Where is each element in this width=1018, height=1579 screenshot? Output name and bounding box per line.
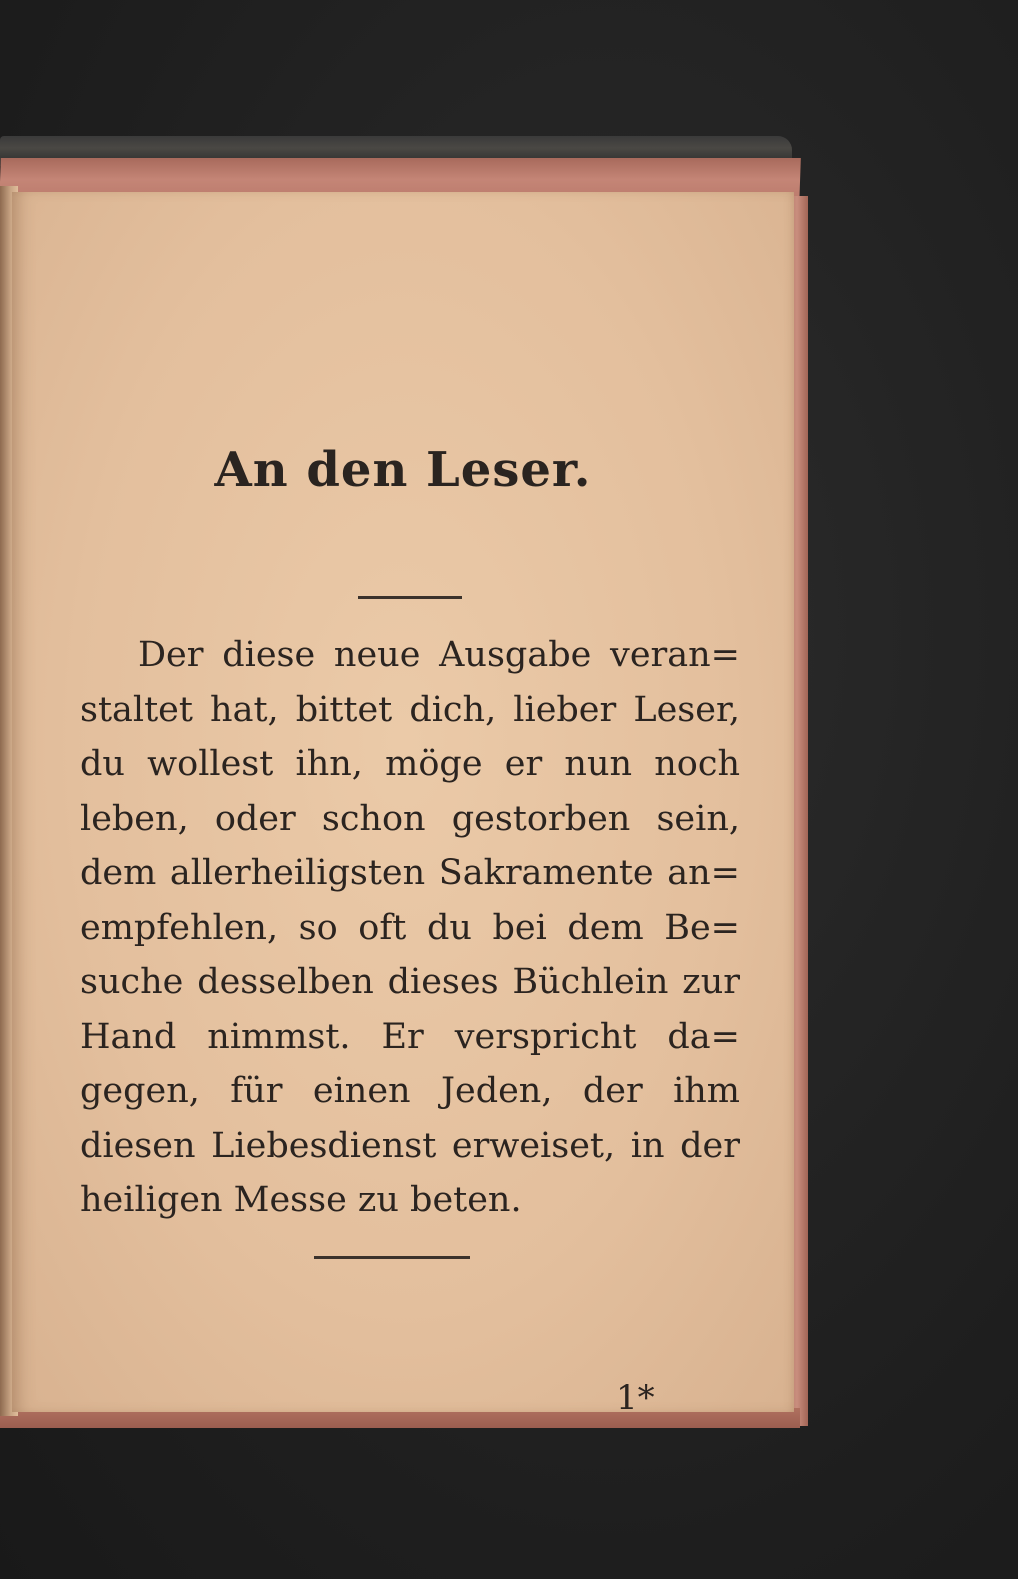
text-line: empfehlen, so oft du bei dem Be= bbox=[80, 907, 740, 948]
text-line: du wollest ihn, möge er nun noch bbox=[80, 744, 740, 784]
text-line: suche desselben dieses Büchlein zur bbox=[80, 962, 740, 1002]
text-line: gegen, für einen Jeden, der ihm bbox=[80, 1071, 740, 1111]
text-line: staltet hat, bittet dich, lieber Leser, bbox=[80, 689, 740, 730]
text-line: Der diese neue Ausgabe veran= bbox=[138, 635, 740, 675]
open-book bbox=[0, 136, 800, 1436]
book-page bbox=[12, 192, 794, 1418]
text-line: dem allerheiligsten Sakramente an= bbox=[80, 853, 740, 893]
text-line: heiligen Messe zu beten. bbox=[80, 1180, 522, 1220]
page-title: An den Leser. bbox=[214, 442, 592, 498]
title-divider bbox=[358, 596, 462, 599]
text-line: leben, oder schon gestorben sein, bbox=[80, 798, 740, 839]
closing-divider bbox=[314, 1256, 470, 1259]
body-paragraph bbox=[80, 628, 740, 1228]
page-number: 1* bbox=[616, 1378, 655, 1418]
text-line: Hand nimmst. Er verspricht da= bbox=[80, 1016, 740, 1057]
text-line: diesen Liebesdienst erweiset, in der bbox=[80, 1125, 740, 1166]
